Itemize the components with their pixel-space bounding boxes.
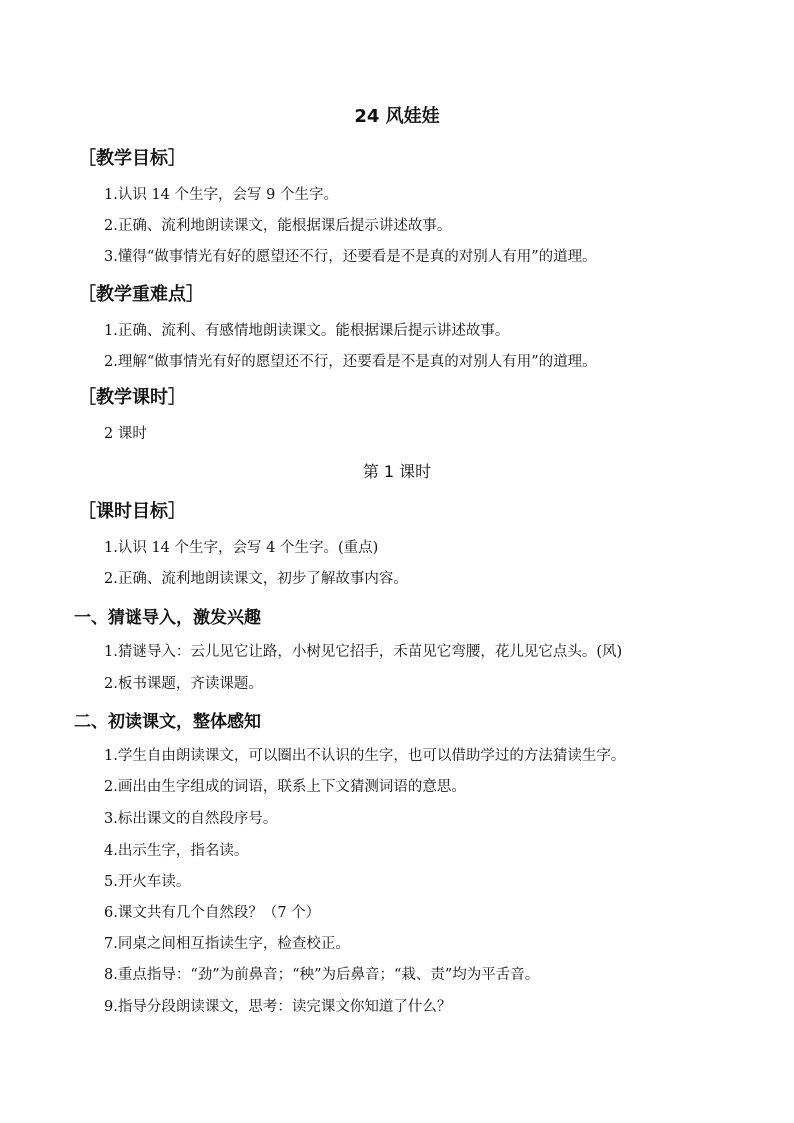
section-2-item-8: 8.重点指导：“劲”为前鼻音；“秧”为后鼻音；“栽、责”均为平舌音。 <box>104 967 540 983</box>
lesson-goals-heading: ［课时目标］ <box>78 501 186 522</box>
goal-item-1: 1.认识 14 个生字，会写 9 个生字。 <box>104 187 338 203</box>
section-2-heading: 二、初读课文，整体感知 <box>74 712 261 732</box>
section-1-item-1: 1.猜谜导入：云儿见它让路，小树见它招手，禾苗见它弯腰，花儿见它点头。(风) <box>104 644 623 660</box>
document-title: 24 风娃娃 <box>354 106 440 127</box>
goal-item-3: 3.懂得“做事情光有好的愿望还不行，还要看是不是真的对别人有用”的道理。 <box>104 249 597 265</box>
lesson-1-subtitle: 第 1 课时 <box>362 462 432 481</box>
teaching-goals-heading: ［教学目标］ <box>78 148 186 169</box>
section-2-item-5: 5.开火车读。 <box>104 874 191 890</box>
section-2-item-1: 1.学生自由朗读课文，可以圈出不认识的生字，也可以借助学过的方法猜读生字。 <box>104 748 626 764</box>
teaching-hours-heading: ［教学课时］ <box>78 387 186 408</box>
section-1-heading: 一、猜谜导入，激发兴趣 <box>74 608 261 628</box>
section-2-item-6: 6.课文共有几个自然段？（7 个） <box>104 905 321 921</box>
key-points-heading: ［教学重难点］ <box>78 284 204 305</box>
section-2-item-9: 9.指导分段朗读课文，思考：读完课文你知道了什么？ <box>104 999 452 1015</box>
key-point-item-1: 1.正确、流利、有感情地朗读课文。能根据课后提示讲述故事。 <box>104 323 510 339</box>
key-point-item-2: 2.理解“做事情光有好的愿望还不行，还要看是不是真的对别人有用”的道理。 <box>104 354 597 370</box>
teaching-hours-text: 2 课时 <box>104 426 147 442</box>
section-2-item-2: 2.画出由生字组成的词语，联系上下文猜测词语的意思。 <box>104 779 466 795</box>
section-2-item-3: 3.标出课文的自然段序号。 <box>104 811 278 827</box>
section-1-item-2: 2.板书课题，齐读课题。 <box>104 676 263 692</box>
lesson-goal-item-1: 1.认识 14 个生字，会写 4 个生字。(重点) <box>104 540 379 556</box>
section-2-item-4: 4.出示生字，指名读。 <box>104 843 249 859</box>
goal-item-2: 2.正确、流利地朗读课文，能根据课后提示讲述故事。 <box>104 218 452 234</box>
lesson-goal-item-2: 2.正确、流利地朗读课文，初步了解故事内容。 <box>104 571 408 587</box>
section-2-item-7: 7.同桌之间相互指读生字，检查校正。 <box>104 936 350 952</box>
